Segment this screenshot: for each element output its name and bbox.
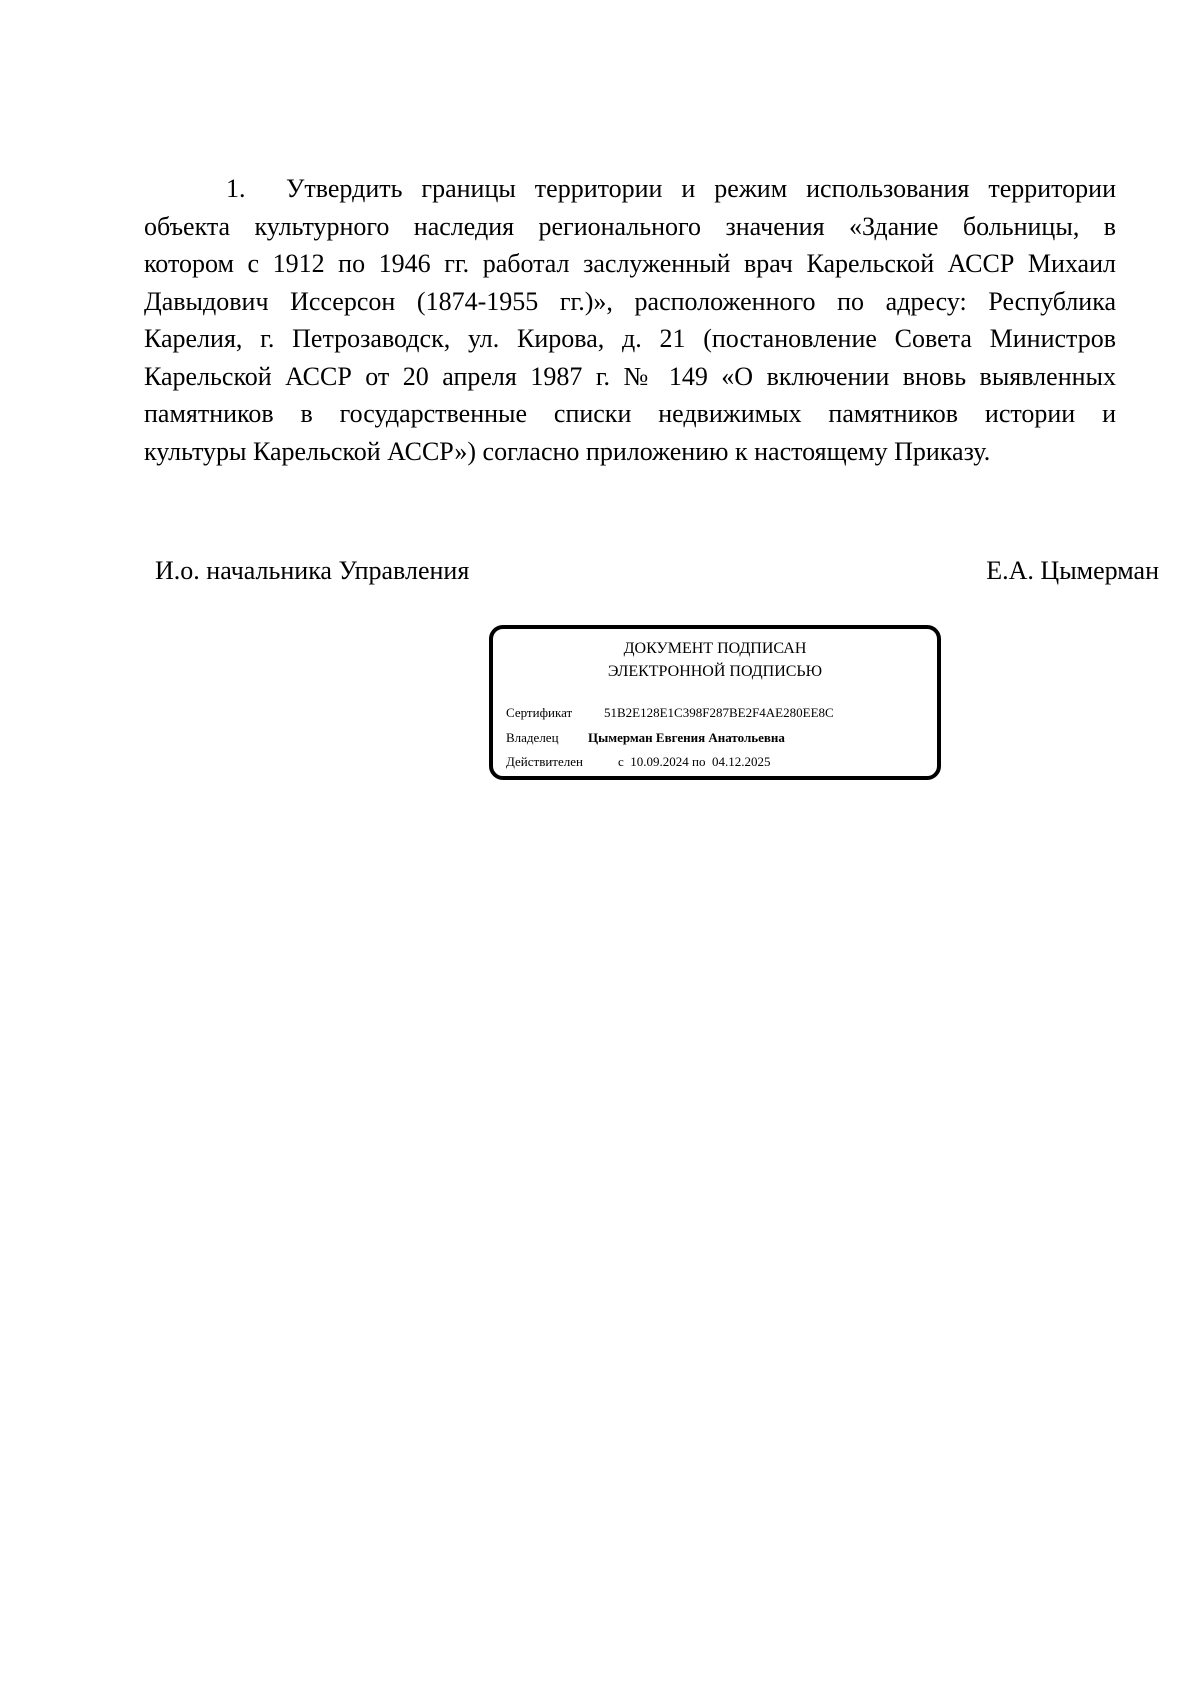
stamp-certificate-row xyxy=(506,705,834,721)
stamp-owner-row xyxy=(506,730,785,746)
stamp-validity-row xyxy=(506,754,770,770)
certificate-label: Сертификат xyxy=(506,705,573,720)
stamp-title xyxy=(493,637,937,683)
paragraph-number: 1. xyxy=(226,174,246,203)
electronic-signature-stamp xyxy=(489,625,941,780)
paragraph-line: памятников в государственные списки недвижимых памятников истории и xyxy=(144,399,1116,428)
owner-label: Владелец xyxy=(506,730,559,745)
paragraph-line: Карельской АССР от 20 апреля 1987 г. № 149 «О включении вновь выявленных xyxy=(144,361,1116,391)
paragraph-1 xyxy=(144,170,1116,470)
stamp-title-line: ДОКУМЕНТ ПОДПИСАН xyxy=(623,640,807,657)
stamp-title-line: ЭЛЕКТРОННОЙ ПОДПИСЬЮ xyxy=(607,663,823,680)
paragraph-line: 1. Утвердить границы территории и режим использования территории xyxy=(144,170,1116,208)
owner-value: Цымерман Евгения Анатольевна xyxy=(588,730,785,745)
valid-value: с 10.09.2024 по 04.12.2025 xyxy=(618,754,771,769)
signatory-position: И.о. начальника Управления xyxy=(155,556,470,585)
paragraph-line: объекта культурного наследия регионального значения «Здание больницы, в xyxy=(144,211,1116,241)
paragraph-line: Карелия, г. Петрозаводск, ул. Кирова, д. 21 (постановление Совета Министров xyxy=(144,324,1116,353)
paragraph-line: культуры Карельской АССР») согласно приложению к настоящему Приказу. xyxy=(144,436,991,466)
valid-label: Действителен xyxy=(506,754,583,769)
paragraph-line: Давыдович Иссерсон (1874-1955 гг.)», расположенного по адресу: Республика xyxy=(144,286,1116,316)
certificate-value: 51B2E128E1C398F287BE2F4AE280EE8C xyxy=(604,705,834,720)
signatory-name: Е.А. Цымерман xyxy=(986,556,1159,585)
paragraph-line: котором с 1912 по 1946 гг. работал заслуженный врач Карельской АССР Михаил xyxy=(144,249,1116,278)
